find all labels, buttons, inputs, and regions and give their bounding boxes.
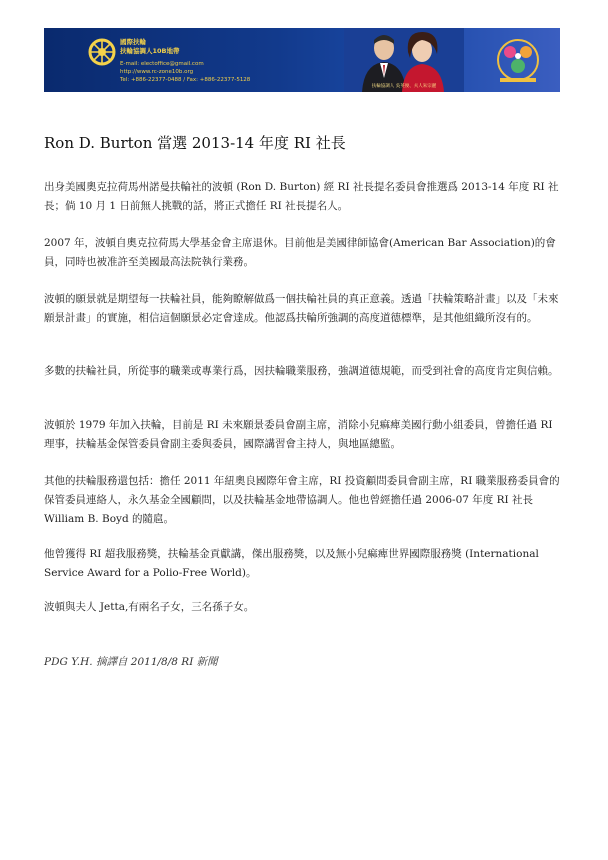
article-paragraph: 波頓與夫人 Jetta,有兩名子女，三名孫子女。: [44, 601, 255, 613]
article-paragraph: 波頓的願景就是期望每一扶輪社員，能夠瞭解做爲一個扶輪社員的真正意義。透過「扶輪策略計畫」以及「未來願景計畫」的實施，相信這個願景必定會達成。他認爲扶輪所強調的高度道德標準，是其他組織所沒有的。: [44, 293, 559, 324]
article-paragraph: 2007 年，波頓自奧克拉荷馬大學基金會主席退休。目前他是美國律師協會(American Bar Association)的會員，同時也被准許至美國最高法院執行業務。: [44, 237, 556, 268]
rotary-theme-logo-icon: [488, 34, 548, 86]
banner-phone: Tel: +886-22377-0488 / Fax: +886-22377-5128: [120, 77, 251, 83]
org-line-1: 國際扶輪: [120, 38, 146, 46]
banner-web: http://www.rc-zone10b.org: [120, 69, 194, 75]
rotary-wheel-icon: [88, 38, 116, 66]
article-signoff: PDG Y.H. 摘譯自 2011/8/8 RI 新聞: [44, 656, 218, 668]
photo-caption: 扶輪協調人 吳英俊、夫人朱宗麗: [371, 84, 437, 89]
org-line-2: 扶輪協調人10B地帶: [120, 47, 180, 55]
article-paragraph: 多數的扶輪社員，所從事的職業或專業行爲，因扶輪職業服務，強調道德規範，而受到社會的高度肯定與信賴。: [44, 365, 559, 377]
article-paragraph: 波頓於 1979 年加入扶輪，目前是 RI 未來願景委員會副主席，消除小兒痲痺美國行動小組委員，曾擔任過 RI 理事，扶輪基金保管委員會副主委與委員，國際講習會主持人，與地區總監。: [44, 419, 553, 450]
header-banner: [44, 28, 560, 92]
article-paragraph: 他曾獲得 RI 超我服務獎，扶輪基金貢獻講，傑出服務獎，以及無小兒痲痺世界國際服務獎 (International Service Award for a Polio-Free World)。: [44, 548, 539, 579]
article-title: Ron D. Burton 當選 2013-14 年度 RI 社長: [44, 134, 346, 152]
article-paragraph: 出身美國奧克拉荷馬州諾曼扶輪社的波頓 (Ron D. Burton) 經 RI 社長提名委員會推選爲 2013-14 年度 RI 社長；倘 10 月 1 日前無人挑戰的話，將正式擔任 RI 社長提名人。: [44, 181, 559, 212]
banner-contact: [120, 60, 250, 84]
banner-email: E-mail: electoffice@gmail.com: [120, 61, 204, 67]
banner-org-name: [120, 38, 180, 56]
article-paragraph: 其他的扶輪服務還包括：擔任 2011 年紐奧良國際年會主席，RI 投資顧問委員會副主席，RI 職業服務委員會的保管委員連絡人，永久基金全國顧問，以及扶輪基金地帶協調人。他也曾經擔任過 2006-07 年度 RI 社長 William B. Boyd 的隨扈。: [44, 475, 560, 525]
